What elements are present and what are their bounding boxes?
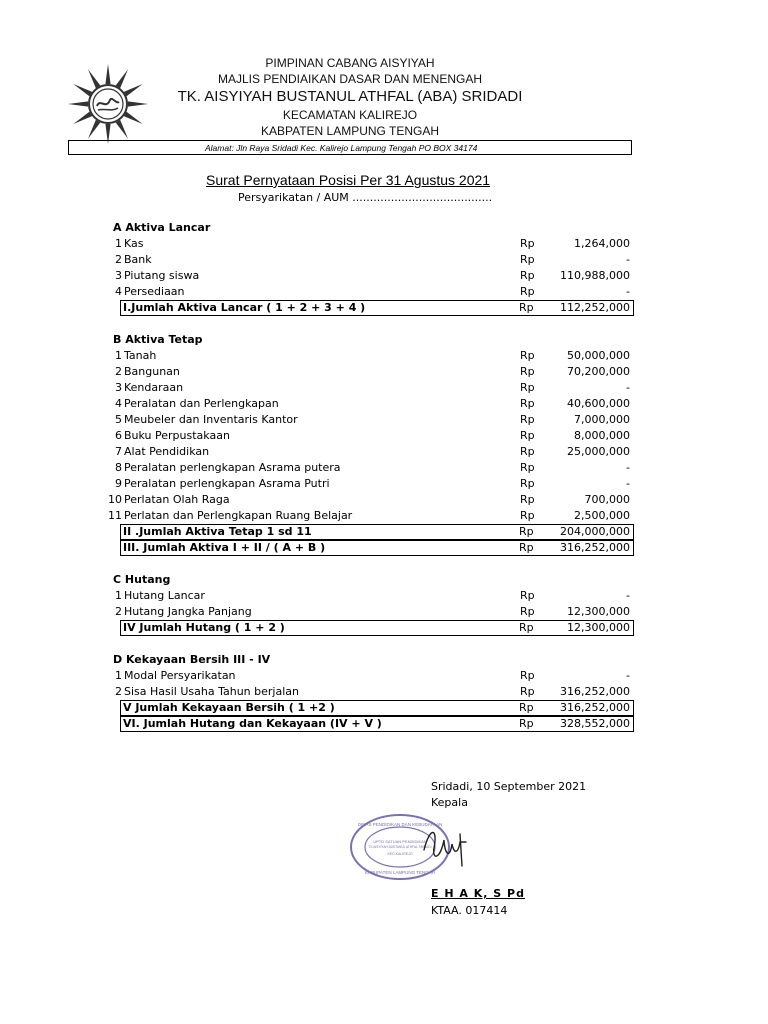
row-number: 7 [115, 445, 122, 458]
row-currency: Rp [519, 717, 534, 730]
logo-ray [124, 112, 143, 124]
row-label: Perlatan dan Perlengkapan Ruang Belajar [124, 509, 353, 522]
row-number: 5 [115, 413, 122, 426]
section-heading [100, 652, 634, 668]
total-row [120, 716, 634, 732]
row-label: Modal Persyarikatan [124, 669, 236, 682]
row-label: VI. Jumlah Hutang dan Kekayaan (IV + V ) [123, 717, 382, 730]
row-number: 1 [115, 589, 122, 602]
row-currency: Rp [520, 685, 535, 698]
row-number: 4 [115, 285, 122, 298]
row-amount: 328,552,000 [560, 717, 630, 730]
row-number: 2 [115, 253, 122, 266]
row-currency: Rp [520, 365, 535, 378]
logo-ray [88, 120, 100, 139]
row-label: Peralatan perlengkapan Asrama putera [124, 461, 341, 474]
row-currency: Rp [520, 269, 535, 282]
signature-role: Kepala [431, 796, 468, 809]
table-row [100, 380, 634, 396]
row-currency: Rp [520, 445, 535, 458]
svg-text:KEC.KALIREJO: KEC.KALIREJO [387, 852, 413, 856]
row-amount: 12,300,000 [567, 605, 630, 618]
row-amount: 2,500,000 [574, 509, 630, 522]
logo-ray [88, 69, 100, 88]
logo-ray [116, 120, 128, 139]
document-title: Surat Pernyataan Posisi Per 31 Agustus 2021 [206, 172, 491, 188]
table-row [100, 284, 634, 300]
row-number: 9 [115, 477, 122, 490]
logo-ray [73, 112, 92, 124]
table-row [100, 476, 634, 492]
row-label: Tanah [124, 349, 157, 362]
row-amount: - [626, 477, 630, 490]
row-currency: Rp [519, 701, 534, 714]
total-row [120, 524, 634, 540]
row-label: Hutang Lancar [124, 589, 205, 602]
table-row [100, 508, 634, 524]
row-label: Alat Pendidikan [124, 445, 210, 458]
row-amount: 316,252,000 [560, 541, 630, 554]
table-row [100, 412, 634, 428]
row-currency: Rp [520, 589, 535, 602]
row-number: 10 [108, 493, 122, 506]
row-label: Peralatan dan Perlengkapan [124, 397, 279, 410]
row-amount: 12,300,000 [567, 621, 630, 634]
row-number: 2 [115, 685, 122, 698]
row-amount: 204,000,000 [560, 525, 630, 538]
row-currency: Rp [519, 301, 534, 314]
header-organization: PIMPINAN CABANG AISYIYAH [265, 56, 435, 70]
row-amount: 112,252,000 [560, 301, 630, 314]
row-currency: Rp [520, 493, 535, 506]
table-row [100, 444, 634, 460]
total-row [120, 620, 634, 636]
table-row [100, 460, 634, 476]
row-label: Piutang siswa [124, 269, 200, 282]
logo-ray [68, 101, 88, 106]
row-amount: - [626, 669, 630, 682]
row-currency: Rp [520, 397, 535, 410]
row-number: 2 [115, 365, 122, 378]
row-currency: Rp [520, 429, 535, 442]
table-row [100, 588, 634, 604]
row-amount: - [626, 589, 630, 602]
row-label: Buku Perpustakaan [124, 429, 230, 442]
logo-ray [105, 64, 110, 84]
row-amount: 7,000,000 [574, 413, 630, 426]
row-currency: Rp [520, 253, 535, 266]
row-label: A Aktiva Lancar [113, 221, 211, 234]
row-number: 3 [115, 269, 122, 282]
row-label: Kendaraan [124, 381, 184, 394]
row-currency: Rp [519, 525, 534, 538]
header-regency: KABPATEN LAMPUNG TENGAH [260, 124, 440, 138]
header-district: KECAMATAN KALIREJO [282, 108, 418, 122]
table-row [100, 604, 634, 620]
row-amount: 316,252,000 [560, 701, 630, 714]
svg-text:UPTD SATUAN PENDIDIKAN: UPTD SATUAN PENDIDIKAN [373, 839, 427, 844]
row-label: B Aktiva Tetap [113, 333, 203, 346]
row-label: II .Jumlah Aktiva Tetap 1 sd 11 [123, 525, 312, 538]
row-currency: Rp [519, 541, 534, 554]
logo-ray [116, 69, 128, 88]
logo-ray [128, 101, 148, 106]
signatory-id: KTAA. 017414 [431, 904, 508, 917]
row-number: 1 [115, 237, 122, 250]
row-currency: Rp [520, 381, 535, 394]
row-number: 3 [115, 381, 122, 394]
table-row [100, 492, 634, 508]
organization-logo-icon [66, 62, 150, 146]
row-number: 4 [115, 397, 122, 410]
row-amount: 40,600,000 [567, 397, 630, 410]
logo-ray [73, 84, 92, 96]
header-school-name: TK. AISYIYAH BUSTANUL ATHFAL (ABA) SRIDADI [177, 88, 523, 105]
row-currency: Rp [520, 669, 535, 682]
row-currency: Rp [520, 461, 535, 474]
row-amount: 110,988,000 [560, 269, 630, 282]
row-label: Kas [124, 237, 144, 250]
row-amount: - [626, 381, 630, 394]
row-label: I.Jumlah Aktiva Lancar ( 1 + 2 + 3 + 4 ) [123, 301, 366, 314]
header-council: MAJLIS PENDIAIKAN DASAR DAN MENENGAH [217, 72, 483, 86]
section-heading [100, 572, 634, 588]
table-row [100, 396, 634, 412]
total-row [120, 300, 634, 316]
section-heading [100, 332, 634, 348]
table-row [100, 428, 634, 444]
row-currency: Rp [520, 477, 535, 490]
row-currency: Rp [520, 413, 535, 426]
row-label: V Jumlah Kekayaan Bersih ( 1 +2 ) [123, 701, 335, 714]
table-row [100, 684, 634, 700]
row-label: D Kekayaan Bersih III - IV [113, 653, 271, 666]
svg-text:DINAS PENDIDIKAN DAN KEBUDAYAA: DINAS PENDIDIKAN DAN KEBUDAYAAN [357, 822, 443, 827]
total-row [120, 540, 634, 556]
svg-text:KABUPATEN LAMPUNG TENGAH: KABUPATEN LAMPUNG TENGAH [364, 870, 436, 875]
row-label: Bangunan [124, 365, 180, 378]
row-label: III. Jumlah Aktiva I + II / ( A + B ) [123, 541, 326, 554]
row-currency: Rp [520, 509, 535, 522]
table-row [100, 348, 634, 364]
row-number: 1 [115, 669, 122, 682]
row-amount: 700,000 [584, 493, 630, 506]
row-number: 6 [115, 429, 122, 442]
row-label: C Hutang [113, 573, 171, 586]
table-row [100, 268, 634, 284]
row-label: Persediaan [124, 285, 185, 298]
row-label: Hutang Jangka Panjang [124, 605, 252, 618]
row-label: Sisa Hasil Usaha Tahun berjalan [124, 685, 299, 698]
row-currency: Rp [520, 349, 535, 362]
row-number: 11 [108, 509, 122, 522]
row-label: IV Jumlah Hutang ( 1 + 2 ) [123, 621, 285, 634]
address-box: Alamat: Jln Raya Sridadi Kec. Kalirejo Lampung Tengah PO BOX 34174 [68, 140, 632, 155]
table-row [100, 252, 634, 268]
table-row [100, 364, 634, 380]
row-currency: Rp [519, 621, 534, 634]
row-amount: - [626, 461, 630, 474]
table-row [100, 236, 634, 252]
row-amount: 316,252,000 [560, 685, 630, 698]
row-label: Peralatan perlengkapan Asrama Putri [124, 477, 330, 490]
row-number: 8 [115, 461, 122, 474]
row-label: Perlatan Olah Raga [124, 493, 230, 506]
row-number: 2 [115, 605, 122, 618]
signatory-name: E H A K, S Pd [431, 887, 525, 900]
svg-text:TK AISYIYAH BUSTANUL ATHFAL SR: TK AISYIYAH BUSTANUL ATHFAL SRIDADI [368, 845, 432, 849]
row-currency: Rp [520, 237, 535, 250]
row-currency: Rp [520, 605, 535, 618]
row-amount: 8,000,000 [574, 429, 630, 442]
row-amount: 25,000,000 [567, 445, 630, 458]
row-amount: 1,264,000 [574, 237, 630, 250]
row-label: Meubeler dan Inventaris Kantor [124, 413, 298, 426]
row-amount: - [626, 285, 630, 298]
row-number: 1 [115, 349, 122, 362]
signature-place-date: Sridadi, 10 September 2021 [431, 780, 587, 793]
row-amount: 50,000,000 [567, 349, 630, 362]
table-row [100, 668, 634, 684]
document-subtitle: Persyarikatan / AUM ........................................ [238, 191, 493, 204]
total-row [120, 700, 634, 716]
row-label: Bank [124, 253, 152, 266]
logo-ray [124, 84, 143, 96]
section-heading [100, 220, 634, 236]
row-amount: 70,200,000 [567, 365, 630, 378]
handwritten-signature [420, 820, 474, 874]
row-currency: Rp [520, 285, 535, 298]
row-amount: - [626, 253, 630, 266]
